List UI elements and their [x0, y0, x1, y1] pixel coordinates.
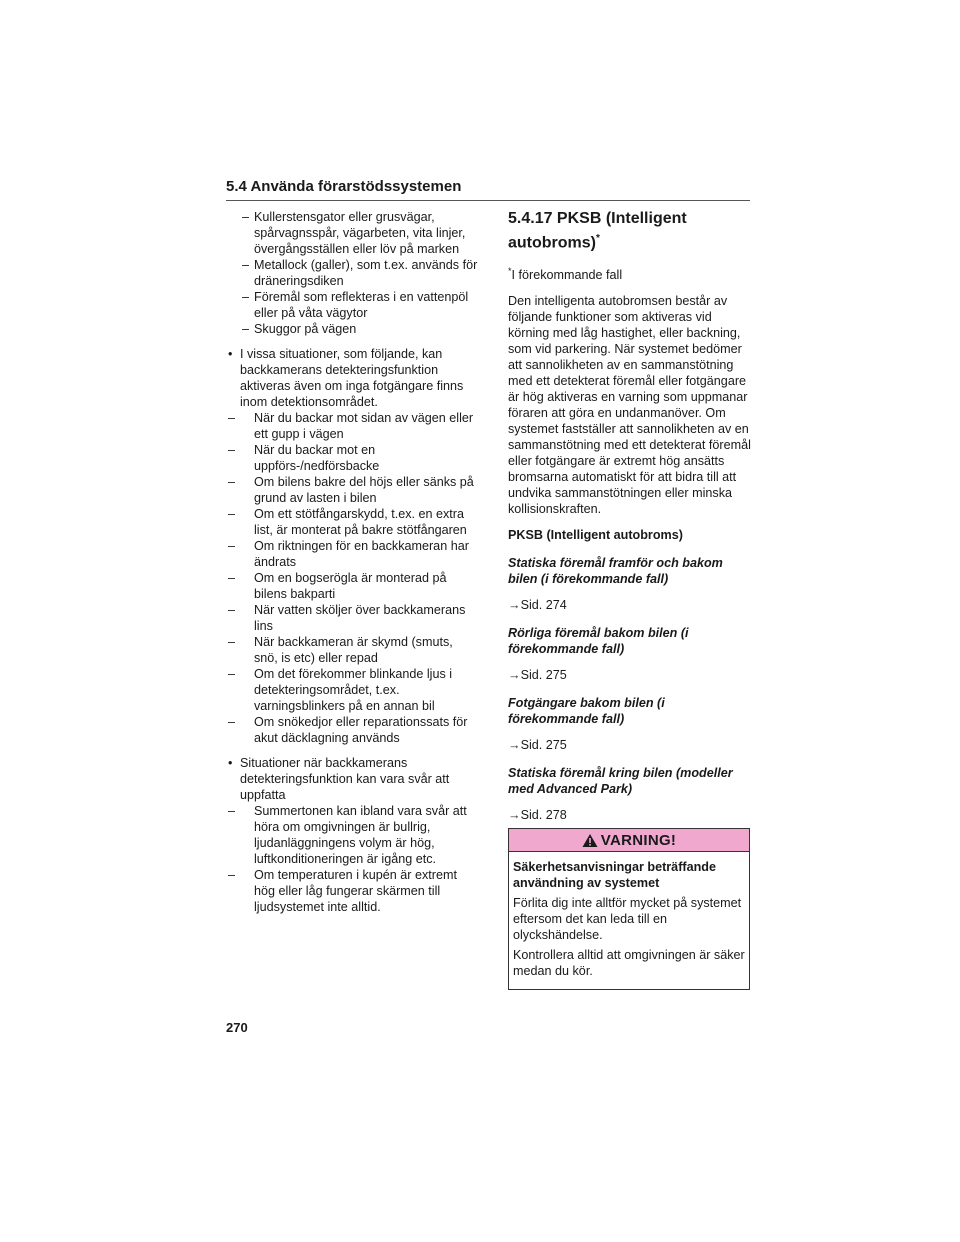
list-item: – Om en bogserögla är monterad på bilens bakparti [228, 571, 447, 601]
section-header: 5.4 Använda förarstödssystemen [226, 178, 750, 201]
page-ref-link[interactable]: →Sid. 275 [508, 737, 567, 752]
list-item: – När du backar mot sidan av vägen eller ett gupp i vägen [228, 411, 474, 441]
list-item: – Om riktningen för en backkameran har ändrats [228, 539, 469, 569]
list-item: – Skuggor på vägen [242, 322, 357, 336]
warning-heading: Säkerhetsanvisningar beträffande användning av systemet [513, 860, 716, 890]
bullet-item: • Situationer när backkamerans detekteringsfunktion kan vara svår att uppfatta – Summertonen kan ibland vara svår att höra om omgivningen är bullrig, ljudanläggningens volym är hög, luftkonditioneringen är igång etc. – Om temperaturen i kupén är extremt hög eller låg fungerar skärmen till ljudsystemet inte alltid. [226, 755, 478, 915]
list-item: – Om temperaturen i kupén är extremt hög eller låg fungerar skärmen till ljudsystemet inte alltid. [228, 868, 457, 914]
list-item: – Om ett stötfångarskydd, t.ex. en extra list, är monterat på bakre stötfångaren [228, 507, 467, 537]
warning-text: Kontrollera alltid att omgivningen är säker medan du kör. [513, 948, 745, 978]
list-item: – Summertonen kan ibland vara svår att höra om omgivningen är bullrig, ljudanläggningens volym är hög, luftkonditioneringen är igång etc. [228, 804, 467, 866]
right-column [508, 209, 752, 835]
list-item: – När backkameran är skymd (smuts, snö, is etc) eller repad [228, 635, 453, 665]
list-item: – Om det förekommer blinkande ljus i detekteringsområdet, t.ex. varningsblinkers på en annan bil [228, 667, 453, 713]
warning-triangle-icon [582, 833, 598, 848]
bullet-text: I vissa situationer, som följande, kan backkamerans detekteringsfunktion aktiveras även om inga fotgängare finns inom detektionsområdet. [240, 347, 464, 409]
footnote: *I förekommande fall [508, 266, 623, 283]
warning-body [509, 852, 749, 989]
bullet-text: Situationer när backkamerans detekteringsfunktion kan vara svår att uppfatta [240, 756, 450, 802]
list-item: – Föremål som reflekteras i en vattenpöl eller på våta vägytor [242, 290, 469, 320]
section-title: 5.4.17 PKSB (Intelligent autobroms)* [508, 210, 687, 252]
page-ref-link[interactable]: →Sid. 275 [508, 667, 567, 682]
page-ref-link[interactable]: →Sid. 278 [508, 807, 567, 822]
list-item: – Om bilens bakre del höjs eller sänks på grund av lasten i bilen [228, 475, 474, 505]
warning-box [508, 828, 750, 990]
arrow-right-icon: → [508, 597, 521, 612]
list-item: – Om snökedjor eller reparationssats för akut däcklagning används [228, 715, 468, 745]
subheading: PKSB (Intelligent autobroms) [508, 527, 683, 542]
list-item: – Metallock (galler), som t.ex. används för dräneringsdiken [242, 258, 478, 288]
ref-title: Statiska föremål kring bilen (modeller med Advanced Park) [508, 765, 733, 796]
page-number: 270 [226, 1020, 248, 1035]
page-ref-link[interactable]: →Sid. 274 [508, 597, 567, 612]
list-item: – När vatten sköljer över backkamerans lins [228, 603, 466, 633]
list-item: – När du backar mot en uppförs-/nedförsbacke [228, 443, 380, 473]
warning-text: Förlita dig inte alltför mycket på systemet eftersom det kan leda till en olyckshändelse. [513, 896, 742, 942]
sub-list [226, 803, 478, 915]
warning-header [509, 829, 749, 852]
sub-list [226, 410, 478, 746]
ref-title: Rörliga föremål bakom bilen (i förekommande fall) [508, 625, 689, 656]
ref-title: Statiska föremål framför och bakom bilen (i förekommande fall) [508, 555, 723, 586]
bullet-item: • I vissa situationer, som följande, kan backkamerans detekteringsfunktion aktiveras även om inga fotgängare finns inom detektionsområdet. – När du backar mot sidan av vägen eller ett gupp i vägen – När du backar mot en uppförs-/nedförsbacke – Om bilens bakre del höjs eller sänks på grund av lasten i bilen – Om ett stötfångarskydd, t.ex. en extra list, är monterat på bakre stötfångaren – Om riktningen för en backkameran har ändrats – Om en bogserögla är monterad på bilens bakparti – När vatten sköljer över backkamerans lins – När backkameran är skymd (smuts, snö, is etc) eller repad – Om det förekommer blinkande ljus i detekteringsområdet, t.ex. varningsblinkers på en annan bil – Om snökedjor eller reparationssats för akut däcklagning används [226, 346, 478, 746]
arrow-right-icon: → [508, 807, 521, 822]
intro-paragraph: Den intelligenta autobromsen består av följande funktioner som aktiveras vid körning med låg hastighet, eller backning, som vid parkering. När systemet bedömer att sannolikheten av en sammanstötning med ett detekterat föremål eller fotgängare är hög aktiveras en varning som uppmanar föraren att göra en undanmanöver. Om systemet fastställer att sannolikheten av en sammanstötning med ett detekterat föremål eller fotgängare är extremt hög ansätts bromsarna automatiskt för att bidra till att undvika sammanstötningen eller minska kollisionskraften. [508, 293, 751, 516]
arrow-right-icon: → [508, 737, 521, 752]
list-item: – Kullerstensgator eller grusvägar, spårvagnsspår, vägarbeten, vita linjer, övergångsställen eller löv på marken [242, 210, 466, 256]
left-column [226, 209, 478, 915]
arrow-right-icon: → [508, 667, 521, 682]
warning-title: VARNING! [600, 831, 677, 849]
ref-title: Fotgängare bakom bilen (i förekommande fall) [508, 695, 665, 726]
